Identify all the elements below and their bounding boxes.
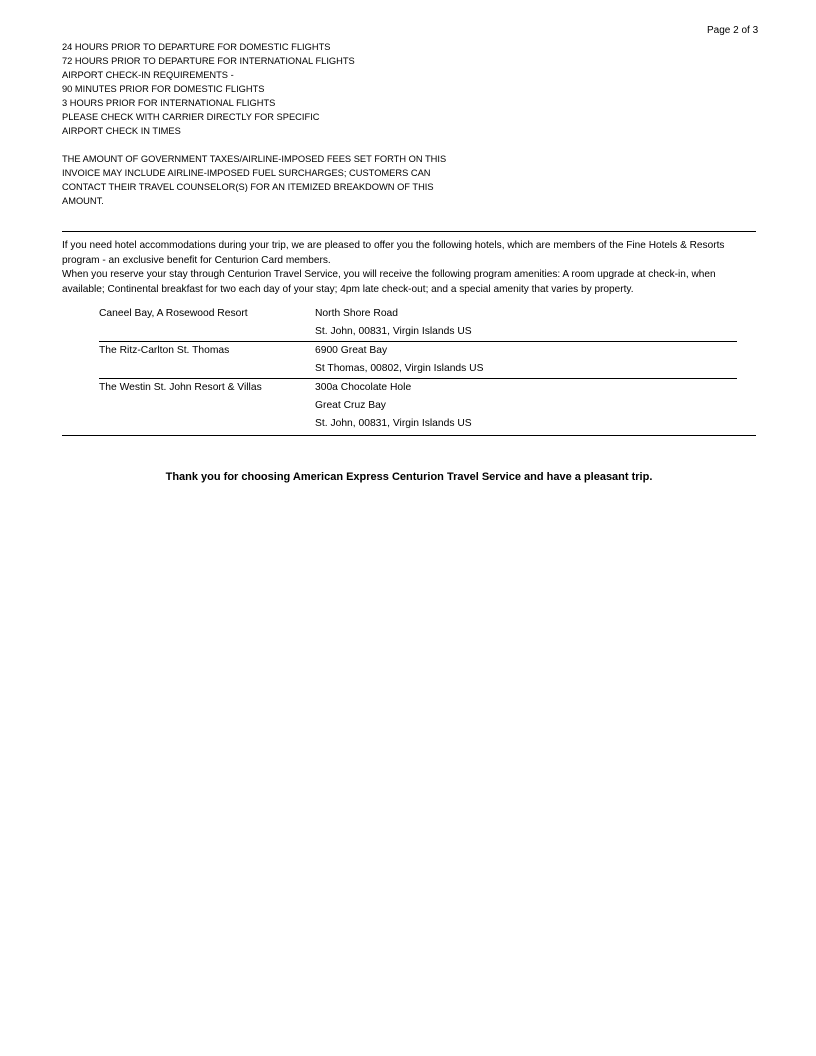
- note-line: AIRPORT CHECK-IN REQUIREMENTS -: [62, 70, 234, 80]
- address-line: North Shore Road: [315, 308, 398, 319]
- tax-note-line: THE AMOUNT OF GOVERNMENT TAXES/AIRLINE-IMPOSED FEES SET FORTH ON THIS: [62, 154, 447, 164]
- hotel-list: [99, 305, 737, 433]
- tax-note-line: INVOICE MAY INCLUDE AIRLINE-IMPOSED FUEL SURCHARGES; CUSTOMERS CAN: [62, 168, 431, 178]
- note-line: 24 HOURS PRIOR TO DEPARTURE FOR DOMESTIC FLIGHTS: [62, 42, 331, 52]
- note-line: 3 HOURS PRIOR FOR INTERNATIONAL FLIGHTS: [62, 98, 276, 108]
- hotel-name: Caneel Bay, A Rosewood Resort: [99, 308, 248, 319]
- spacer: [62, 138, 522, 152]
- hotel-address: [315, 342, 737, 379]
- hotel-row: [99, 342, 737, 379]
- address-line: 6900 Great Bay: [315, 345, 388, 356]
- page-number: Page 2 of 3: [707, 25, 759, 36]
- hotel-row: [99, 379, 737, 434]
- section-divider: [62, 231, 756, 232]
- tax-note-line: CONTACT THEIR TRAVEL COUNSELOR(S) FOR AN ITEMIZED BREAKDOWN OF THIS: [62, 182, 434, 192]
- check-in-notes: [62, 40, 522, 208]
- hotel-offer-text: If you need hotel accommodations during your trip, we are pleased to offer you the following hotels, which are members of the Fine Hotels & Resorts program - an exclusive benefit for Centurion Card members.: [62, 240, 725, 266]
- section-divider: [62, 435, 756, 436]
- address-line: St Thomas, 00802, Virgin Islands US: [315, 363, 484, 374]
- hotel-address: [315, 305, 737, 342]
- hotel-amenities-text: When you reserve your stay through Centurion Travel Service, you will receive the following program amenities: A room upgrade at check-in, when available; Continental breakfast for two each day of your stay; 4pm late check-out; and a special amenity that varies by property.: [62, 269, 716, 295]
- hotel-row: [99, 305, 737, 342]
- address-line: St. John, 00831, Virgin Islands US: [315, 418, 472, 429]
- address-line: 300a Chocolate Hole: [315, 382, 412, 393]
- tax-note-line: AMOUNT.: [62, 196, 104, 206]
- hotel-name: The Westin St. John Resort & Villas: [99, 382, 262, 393]
- note-line: AIRPORT CHECK IN TIMES: [62, 126, 181, 136]
- note-line: 90 MINUTES PRIOR FOR DOMESTIC FLIGHTS: [62, 84, 265, 94]
- note-line: PLEASE CHECK WITH CARRIER DIRECTLY FOR SPECIFIC: [62, 112, 320, 122]
- hotel-name: The Ritz-Carlton St. Thomas: [99, 345, 230, 356]
- note-line: 72 HOURS PRIOR TO DEPARTURE FOR INTERNATIONAL FLIGHTS: [62, 56, 355, 66]
- hotel-offer-intro: [62, 239, 756, 297]
- closing-message: Thank you for choosing American Express Centurion Travel Service and have a pleasant trip.: [165, 471, 653, 483]
- hotel-address: [315, 379, 737, 434]
- address-line: Great Cruz Bay: [315, 400, 386, 411]
- address-line: St. John, 00831, Virgin Islands US: [315, 326, 472, 337]
